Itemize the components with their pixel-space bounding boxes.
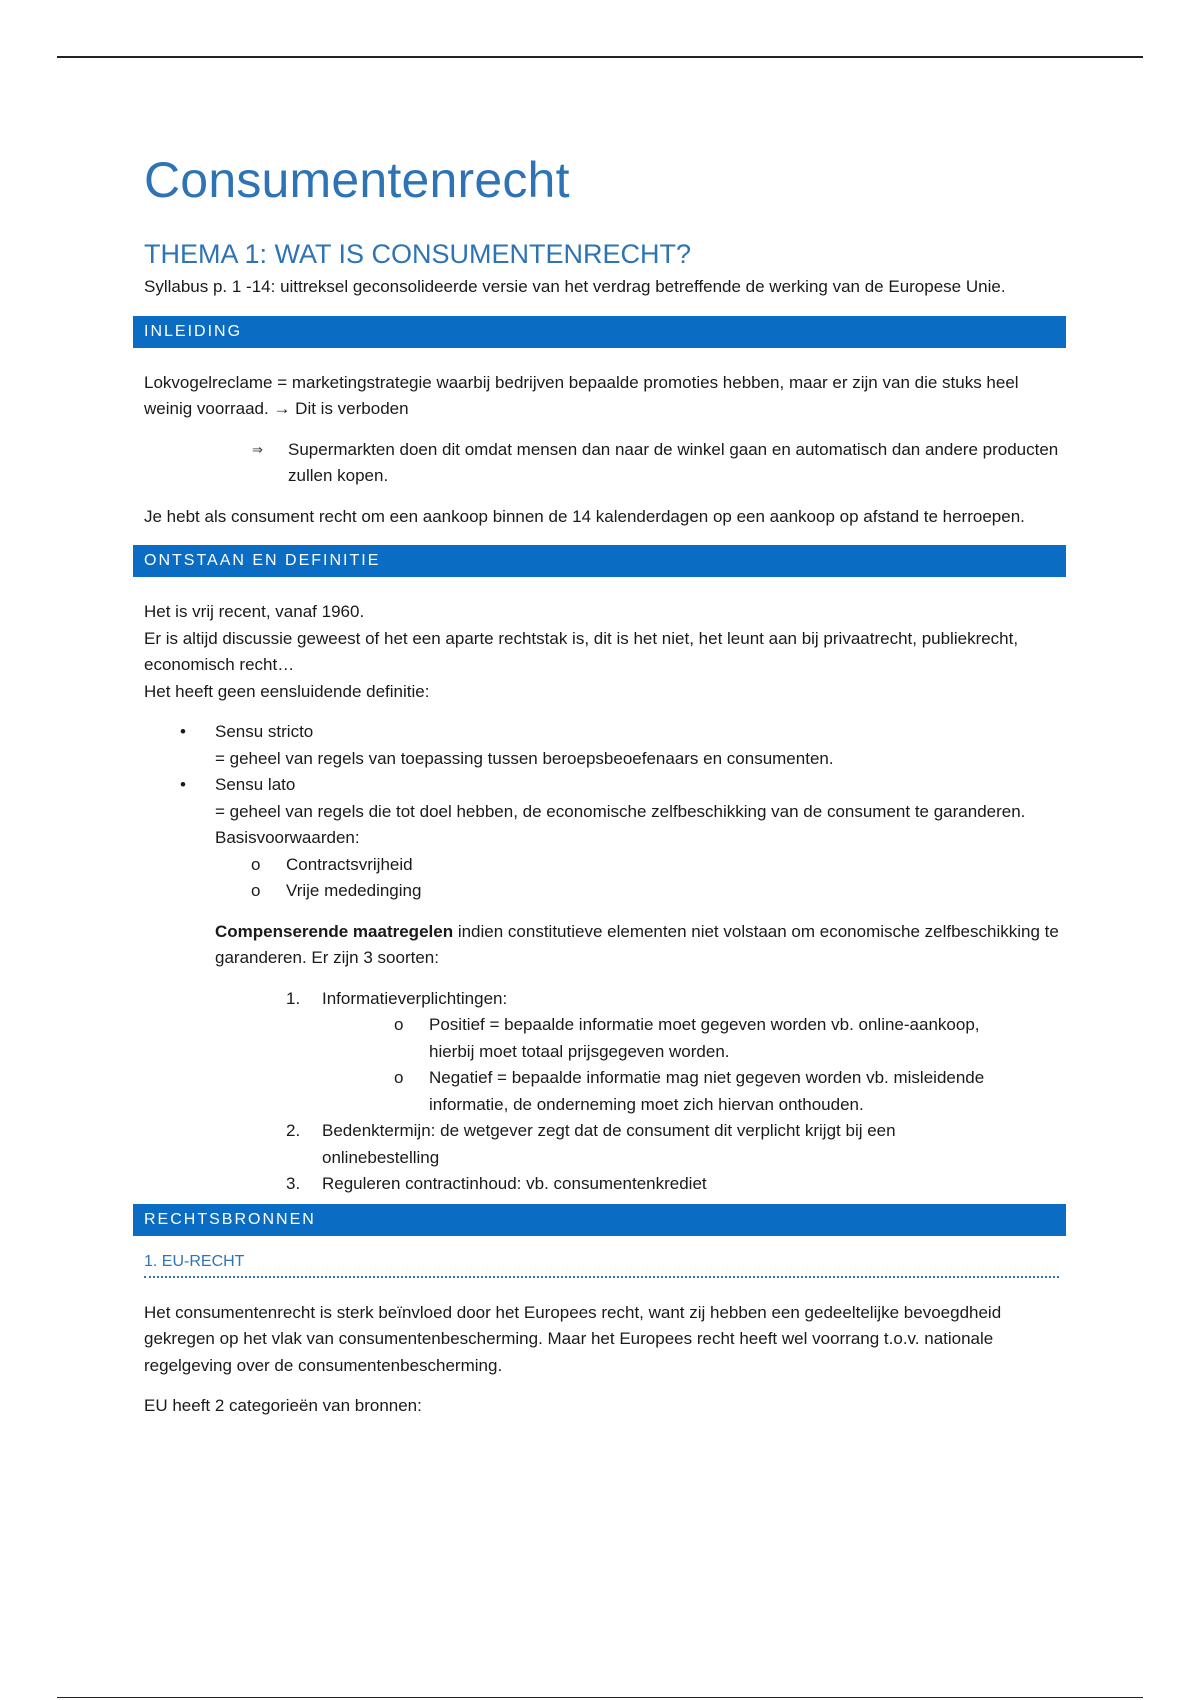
basis-list xyxy=(144,852,1064,905)
bullet-icon: • xyxy=(180,722,186,741)
list-item xyxy=(144,1118,962,1171)
header-rule xyxy=(57,56,1143,58)
section-band-rechtsbronnen: RECHTSBRONNEN xyxy=(133,1204,1066,1236)
circle-bullet-icon: o xyxy=(251,854,261,874)
footer-rule xyxy=(57,1697,1143,1698)
info-negative: Negatief = bepaalde informatie mag niet gegeven worden vb. misleidende informatie, de onderneming moet zich hiervan onthouden. xyxy=(429,1068,985,1114)
eu-recht-paragraph: Het consumentenrecht is sterk beïnvloed door het Europees recht, want zij hebben een gedeeltelijke bevoegdheid gekregen op het vlak van consumentenbescherming. Maar het Europees recht heeft wel voorrang t.o.v. nationale regelgeving over de consumentenbescherming. xyxy=(144,1302,1002,1375)
document-body xyxy=(144,150,1064,1420)
list-item xyxy=(144,852,1064,879)
lokvogel-paragraph: Lokvogelreclame = marketingstrategie waarbij bedrijven bepaalde promoties hebben, maar er zijn van die stuks heel weinig voorraad. → Dit is verboden xyxy=(144,372,1019,418)
section-band-ontstaan: ONTSTAAN EN DEFINITIE xyxy=(133,545,1066,577)
list-number: 3. xyxy=(286,1174,301,1193)
compensating-measures-term: Compenserende maatregelen xyxy=(215,921,454,941)
arrow-item-text: Supermarkten doen dit omdat mensen dan naar de winkel gaan en automatisch dan andere producten zullen kopen. xyxy=(288,439,1059,485)
ontstaan-line-3: Het heeft geen eensluidende definitie: xyxy=(144,681,430,701)
compensating-measures-paragraph xyxy=(215,919,1064,972)
sensu-lato-definition: = geheel van regels die tot doel hebben, de economische zelfbeschikking van de consument te garanderen. xyxy=(215,801,1026,821)
list-item-text: Reguleren contractinhoud: vb. consumentenkrediet xyxy=(322,1174,707,1193)
circle-bullet-icon: o xyxy=(394,1015,404,1034)
circle-bullet-icon: o xyxy=(394,1068,404,1087)
list-number: 2. xyxy=(286,1121,301,1140)
herroepen-paragraph: Je hebt als consument recht om een aankoop binnen de 14 kalenderdagen op een aankoop op afstand te herroepen. xyxy=(144,506,1025,526)
document-title: Consumentenrecht xyxy=(144,152,570,208)
syllabus-reference: Syllabus p. 1 -14: uittreksel geconsolideerde versie van het verdrag betreffende de werking van de Europese Unie. xyxy=(144,277,1006,296)
compensating-measures-text: indien constitutieve elementen niet volstaan om economische zelfbeschikking te garanderen. Er zijn 3 soorten: xyxy=(215,921,1059,967)
list-item xyxy=(144,1171,962,1198)
categories-paragraph: EU heeft 2 categorieën van bronnen: xyxy=(144,1396,422,1415)
subsection-heading-eu-recht: 1. EU-RECHT xyxy=(144,1250,1059,1278)
bullet-icon: • xyxy=(180,775,186,794)
basis-label: Basisvoorwaarden: xyxy=(215,828,360,847)
list-item-sensu-lato xyxy=(144,772,1064,852)
circle-bullet-icon: o xyxy=(251,881,261,900)
ontstaan-line-1: Het is vrij recent, vanaf 1960. xyxy=(144,602,365,621)
sensu-stricto-definition: = geheel van regels van toepassing tussen beroepsbeoefenaars en consumenten. xyxy=(215,748,834,768)
list-number: 1. xyxy=(286,988,301,1008)
sensu-stricto-label: Sensu stricto xyxy=(215,722,314,741)
ontstaan-line-2: Er is altijd discussie geweest of het een aparte rechtstak is, dit is het niet, het leunt aan bij privaatrecht, publiekrecht, economisch recht… xyxy=(144,628,1019,674)
basis-item: Vrije mededinging xyxy=(286,881,422,900)
section-band-inleiding: INLEIDING xyxy=(133,316,1066,348)
arrow-list-item xyxy=(252,437,1063,490)
list-item xyxy=(144,878,1064,905)
list-item-text: Bedenktermijn: de wetgever zegt dat de consument dit verplicht krijgt bij een onlinebestelling xyxy=(322,1121,896,1167)
info-sublist xyxy=(322,1012,985,1118)
sensu-lato-label: Sensu lato xyxy=(215,775,296,794)
double-arrow-icon: ⇒ xyxy=(252,441,263,457)
measures-list xyxy=(144,986,1064,1198)
list-item xyxy=(322,1012,1029,1065)
basis-item: Contractsvrijheid xyxy=(286,854,413,874)
list-item-sensu-stricto xyxy=(144,719,1064,772)
list-item xyxy=(322,1065,1029,1118)
info-positive: Positief = bepaalde informatie moet gegeven worden vb. online-aankoop, hierbij moet totaal prijsgegeven worden. xyxy=(429,1015,980,1061)
definition-list xyxy=(144,719,1064,852)
theme-heading: THEMA 1: WAT IS CONSUMENTENRECHT? xyxy=(144,239,692,269)
list-item xyxy=(144,986,985,1119)
list-item-text: Informatieverplichtingen: xyxy=(322,988,508,1008)
